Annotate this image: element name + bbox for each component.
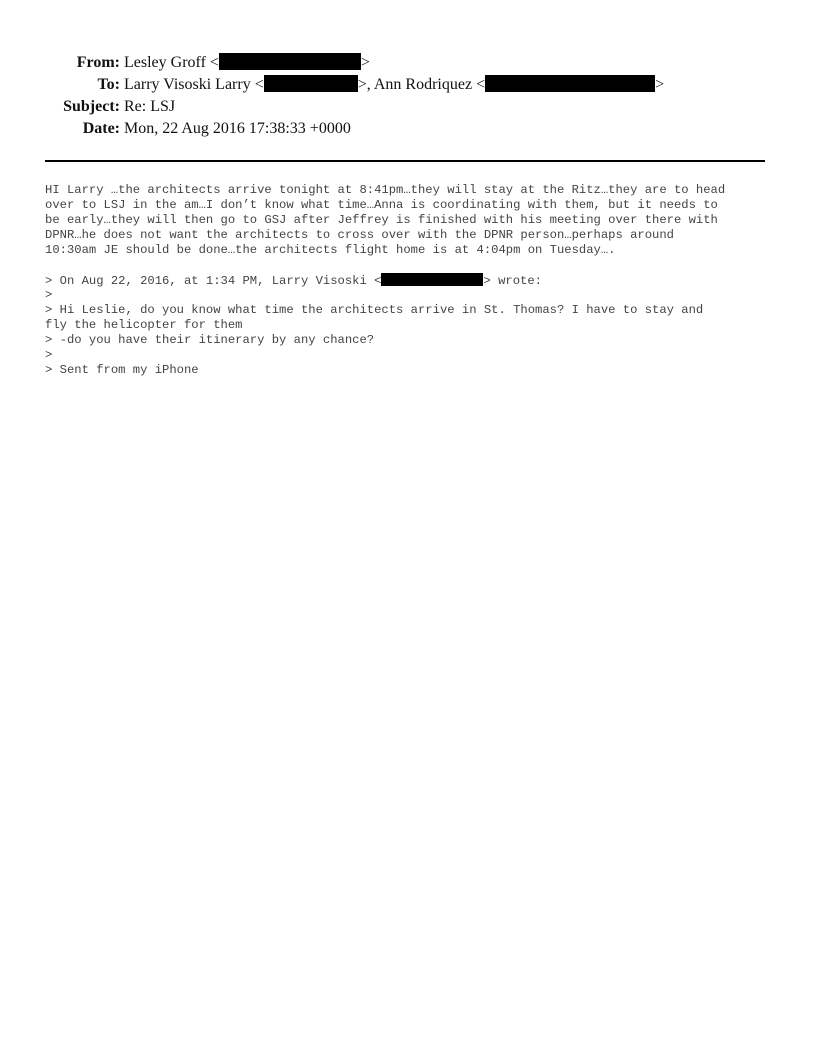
body-line: be early…they will then go to GSJ after Jeffrey is finished with his meeting over there with <box>45 213 718 227</box>
from-value <box>124 53 370 73</box>
quote-line: > Sent from my iPhone <box>45 363 199 377</box>
to-value <box>124 75 664 95</box>
header-divider <box>45 160 765 162</box>
to-recipient-2: >, Ann Rodriquez < <box>357 76 486 93</box>
quote-line: > <box>45 348 53 362</box>
from-label: From: <box>76 54 120 71</box>
quote-intro-tail: > wrote: <box>483 274 542 288</box>
quote-intro <box>45 273 775 288</box>
redaction-block <box>264 75 358 92</box>
quote-intro-text: > On Aug 22, 2016, at 1:34 PM, Larry Visoski < <box>45 274 382 288</box>
from-tail: > <box>360 54 370 71</box>
subject-value: Re: LSJ <box>124 98 176 115</box>
date-label: Date: <box>82 120 120 137</box>
quote-line: > -do you have their itinerary by any chance? <box>45 333 375 347</box>
email-body <box>45 183 775 378</box>
quote-line: fly the helicopter for them <box>45 318 243 332</box>
body-line: HI Larry …the architects arrive tonight at 8:41pm…they will stay at the Ritz…they are to head <box>45 183 726 197</box>
from-name: Lesley Groff < <box>124 54 219 71</box>
subject-label: Subject: <box>63 98 120 115</box>
to-recipient-1: Larry Visoski Larry < <box>124 76 264 93</box>
body-line: over to LSJ in the am…I don’t know what time…Anna is coordinating with them, but it needs to <box>45 198 718 212</box>
to-tail: > <box>655 76 665 93</box>
paragraph-gap <box>45 258 775 273</box>
redaction-block <box>381 273 483 286</box>
date-value: Mon, 22 Aug 2016 17:38:33 +0000 <box>124 120 351 137</box>
body-line: DPNR…he does not want the architects to cross over with the DPNR person…perhaps around <box>45 228 674 242</box>
quote-line: > <box>45 288 53 302</box>
body-line: 10:30am JE should be done…the architects flight home is at 4:04pm on Tuesday…. <box>45 243 616 257</box>
redaction-block <box>485 75 655 92</box>
to-label: To: <box>97 76 120 93</box>
quote-line: > Hi Leslie, do you know what time the architects arrive in St. Thomas? I have to stay and <box>45 303 704 317</box>
redaction-block <box>219 53 361 70</box>
